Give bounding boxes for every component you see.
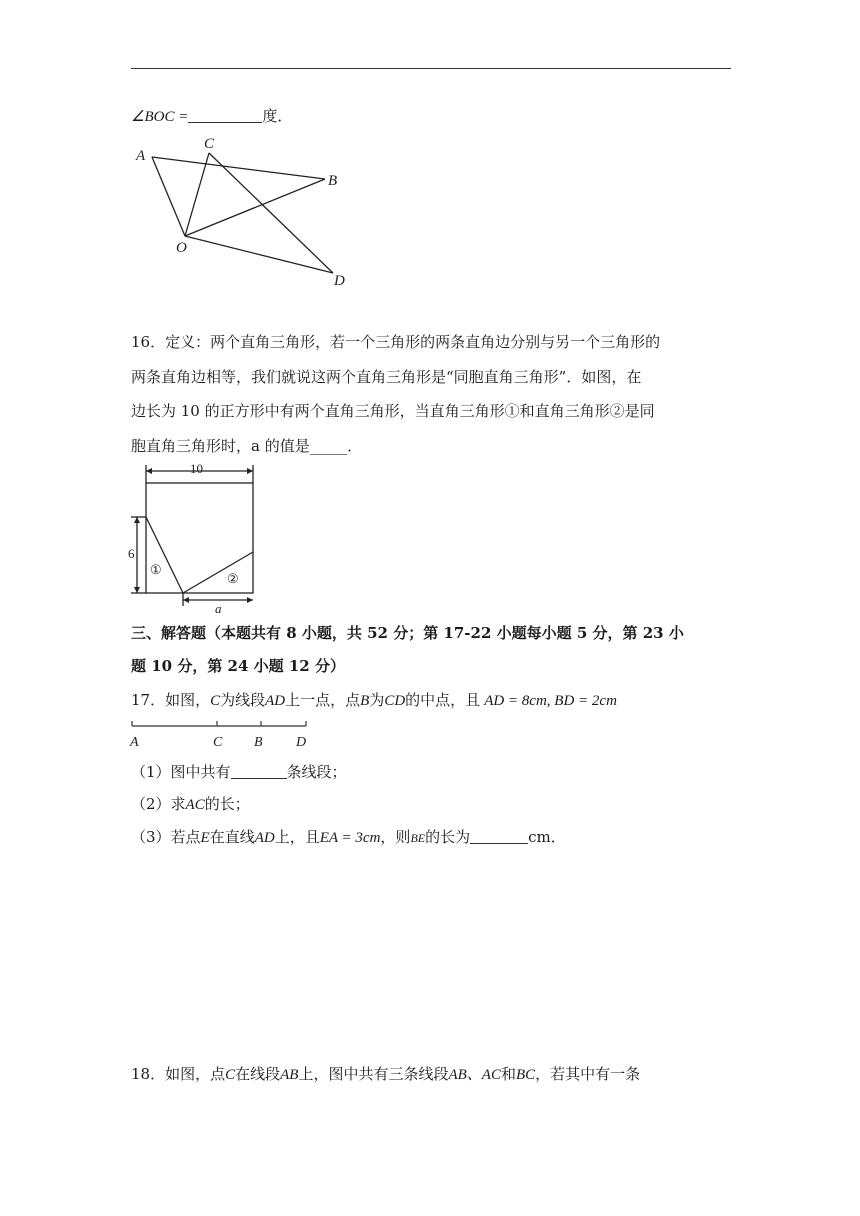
q16-square-figure [128,460,260,615]
label-d: D [334,273,345,289]
segment-oc [185,153,209,236]
q16-line-3: 边长为 10 的正方形中有两个直角三角形，当直角三角形①和直角三角形②是同 [131,402,655,420]
q15-angle-label: ∠BOC = [131,109,189,125]
label-b: B [328,173,338,189]
label-b: B [254,735,263,750]
q15-answer-blank[interactable] [188,108,262,123]
section3-heading-line-2: 题 10 分，第 24 小题 12 分） [131,657,345,675]
label-a: A [136,148,146,164]
label-triangle-1: ① [150,562,162,577]
label-a: a [215,601,222,615]
segment-ao [152,157,185,236]
q15-answer-line [131,106,292,127]
triangle-2-hypotenuse [183,552,253,593]
q15-unit: 度． [262,107,293,125]
label-c: C [213,735,223,750]
segment-ob [185,179,325,236]
q15-figure [128,132,358,292]
q17-part-3-blank[interactable] [470,829,528,844]
label-o: O [176,240,187,256]
q17-part-1-blank[interactable] [231,764,287,779]
segment-od [185,236,333,273]
label-triangle-2: ② [227,571,239,586]
q17-part-3: （3）若点E在直线AD上，且EA = 3cm，则BE的长为 cm． [131,828,566,846]
segment-cd [209,153,333,273]
q16-line-1: 16．定义：两个直角三角形，若一个三角形的两条直角边分别与另一个三角形的 [131,333,661,351]
triangle-1-hypotenuse [146,517,183,593]
label-a: A [130,735,139,750]
q16-line-4: 胞直角三角形时，a 的值是_____． [131,437,363,455]
header-rule [131,68,731,69]
label-6: 6 [128,546,135,561]
q16-line-2: 两条直角边相等，我们就说这两个直角三角形是“同胞直角三角形”．如图，在 [131,368,642,386]
segment-ab [152,157,325,179]
q17-stem: 17．如图，C为线段AD上一点，点B为CD的中点，且 AD = 8cm, BD = 2cm [131,691,617,709]
label-10: 10 [190,461,203,476]
q17-condition: AD = 8cm, BD = 2cm [484,693,617,709]
label-d: D [296,735,307,750]
section3-heading-line-1: 三、解答题（本题共有 8 小题，共 52 分；第 17-22 小题每小题 5 分，第 23 小 [131,624,684,642]
q17-part-1: （1）图中共有 条线段； [131,763,347,781]
q18-stem: 18．如图，点C在线段AB上，图中共有三条线段AB、AC和BC，若其中有一条 [131,1065,641,1083]
label-c: C [204,136,215,152]
q17-part-2: （2）求AC的长； [131,795,250,813]
q17-segment-figure [128,716,328,752]
